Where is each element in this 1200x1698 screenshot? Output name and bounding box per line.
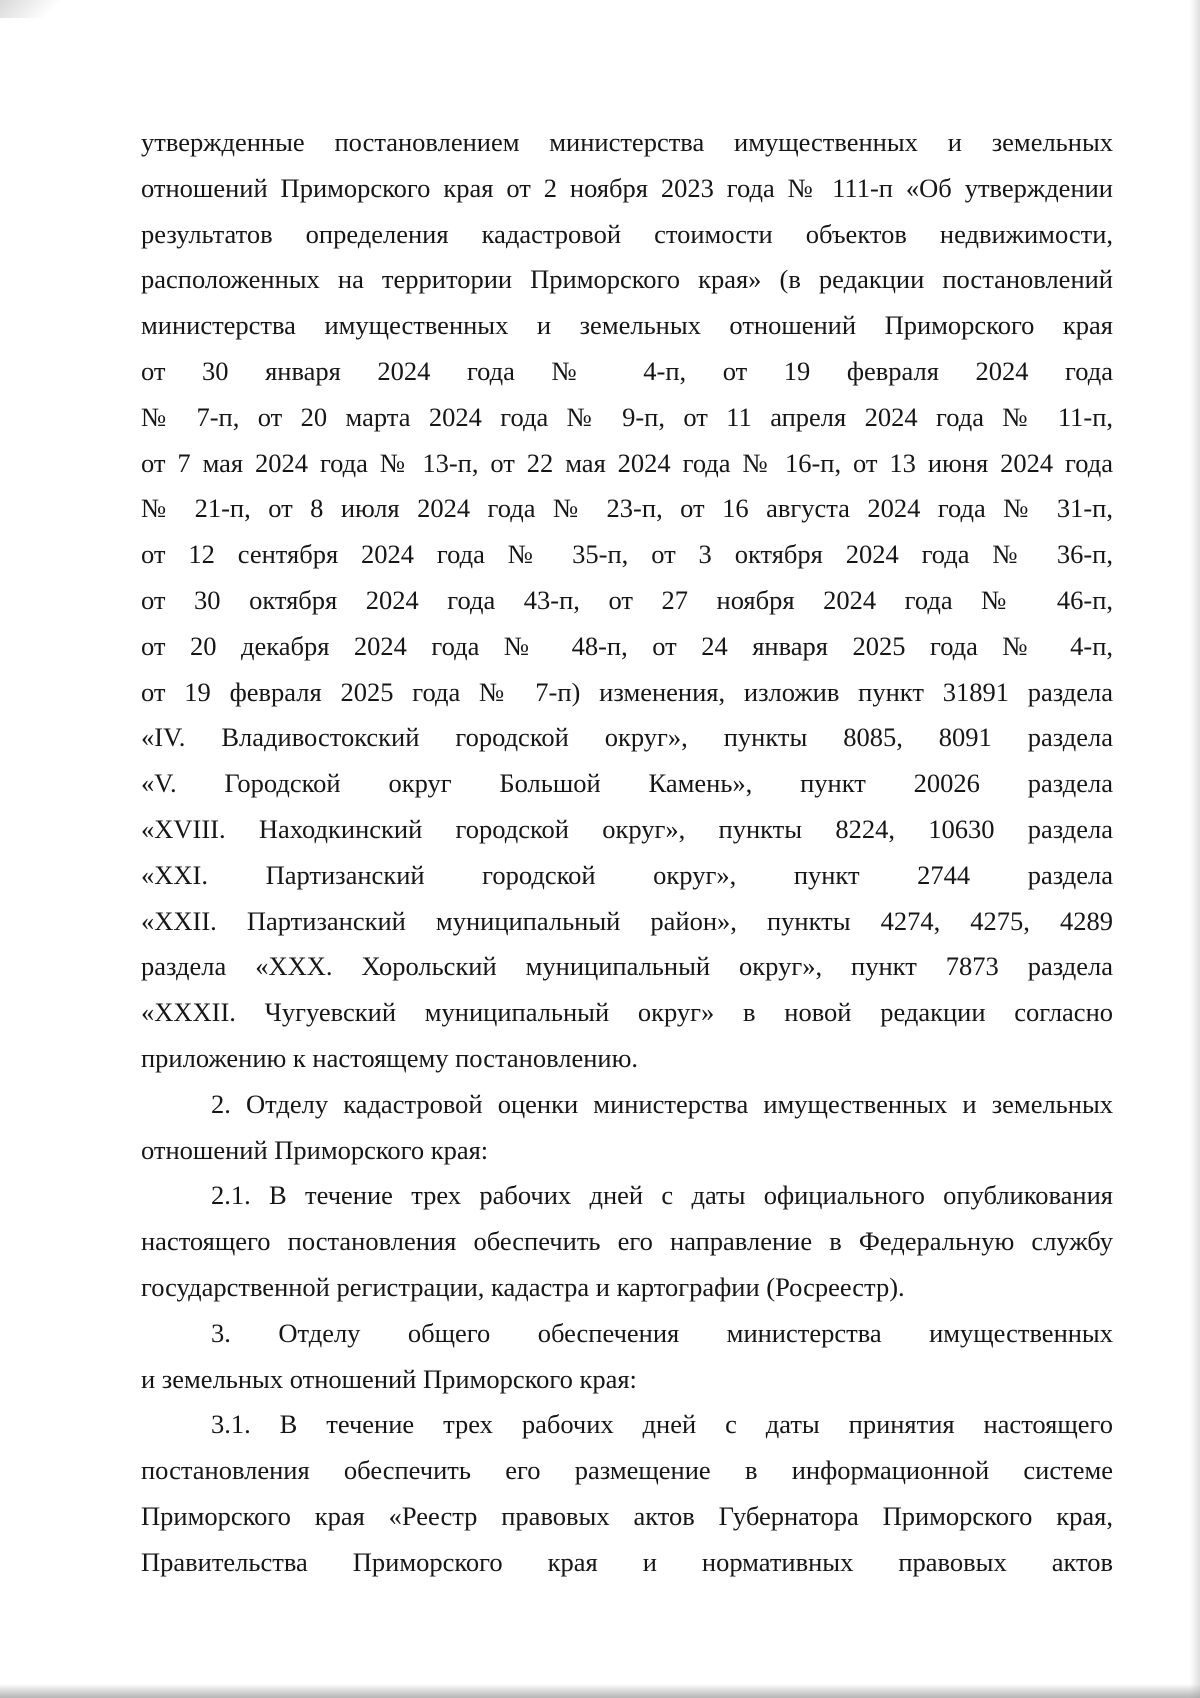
document-text-line: постановления обеспечить его размещение в информационной системе	[141, 1455, 1113, 1486]
document-text-line: № 21-п, от 8 июля 2024 года № 23-п, от 16 августа 2024 года № 31-п,	[141, 493, 1113, 524]
document-text-line: 2. Отделу кадастровой оценки министерства имущественных и земельных	[211, 1088, 1113, 1119]
scan-shadow-corner	[0, 0, 60, 18]
document-text-line: и земельных отношений Приморского края:	[141, 1363, 637, 1394]
document-text-line: «V. Городской округ Большой Камень», пункт 20026 раздела	[141, 768, 1113, 799]
document-text-line: раздела «XXX. Хорольский муниципальный округ», пункт 7873 раздела	[141, 951, 1113, 982]
document-text-line: «XXXII. Чугуевский муниципальный округ» в новой редакции согласно	[141, 997, 1113, 1028]
scan-shadow-right-edge	[1190, 0, 1200, 1698]
document-text-line: Приморского края «Реестр правовых актов Губернатора Приморского края,	[141, 1500, 1113, 1531]
document-text-line: от 30 октября 2024 года 43-п, от 27 ноября 2024 года № 46-п,	[141, 584, 1113, 615]
document-text-line: министерства имущественных и земельных отношений Приморского края	[141, 310, 1113, 341]
document-text-line: 2.1. В течение трех рабочих дней с даты официального опубликования	[211, 1180, 1113, 1211]
document-text-line: от 20 декабря 2024 года № 48-п, от 24 января 2025 года № 4-п,	[141, 630, 1113, 661]
document-text-line: «XXII. Партизанский муниципальный район», пункты 4274, 4275, 4289	[141, 905, 1113, 936]
document-text-line: от 19 февраля 2025 года № 7-п) изменения, изложив пункт 31891 раздела	[141, 676, 1113, 707]
document-text-line: отношений Приморского края от 2 ноября 2023 года № 111-п «Об утверждении	[141, 172, 1113, 203]
document-text-line: «IV. Владивостокский городской округ», пункты 8085, 8091 раздела	[141, 722, 1113, 753]
document-text-line: расположенных на территории Приморского края» (в редакции постановлений	[141, 264, 1113, 295]
document-text-line: отношений Приморского края:	[141, 1134, 489, 1165]
document-text-line: от 12 сентября 2024 года № 35-п, от 3 октября 2024 года № 36-п,	[141, 539, 1113, 570]
document-text-line: результатов определения кадастровой стоимости объектов недвижимости,	[141, 218, 1113, 249]
document-body-text	[141, 120, 1113, 1586]
document-text-line: от 7 мая 2024 года № 13-п, от 22 мая 2024 года № 16-п, от 13 июня 2024 года	[141, 447, 1113, 478]
document-text-line: утвержденные постановлением министерства имущественных и земельных	[141, 127, 1113, 157]
document-text-line: государственной регистрации, кадастра и картографии (Росреестр).	[141, 1271, 905, 1302]
document-text-line: 3. Отделу общего обеспечения министерства имущественных	[211, 1317, 1113, 1348]
document-text-line: № 7-п, от 20 марта 2024 года № 9-п, от 11 апреля 2024 года № 11-п,	[141, 401, 1113, 432]
document-text-line: приложению к настоящему постановлению.	[141, 1042, 639, 1073]
document-text-line: Правительства Приморского края и нормативных правовых актов	[141, 1546, 1113, 1577]
document-text-line: 3.1. В течение трех рабочих дней с даты принятия настоящего	[211, 1409, 1113, 1440]
document-text-line: «XXI. Партизанский городской округ», пункт 2744 раздела	[141, 859, 1113, 890]
document-text-line: настоящего постановления обеспечить его направление в Федеральную службу	[141, 1226, 1113, 1257]
document-text-line: «XVIII. Находкинский городской округ», пункты 8224, 10630 раздела	[141, 813, 1113, 844]
document-text-line: от 30 января 2024 года № 4-п, от 19 февраля 2024 года	[141, 355, 1113, 386]
scan-shadow-bottom-edge	[0, 1684, 1200, 1698]
